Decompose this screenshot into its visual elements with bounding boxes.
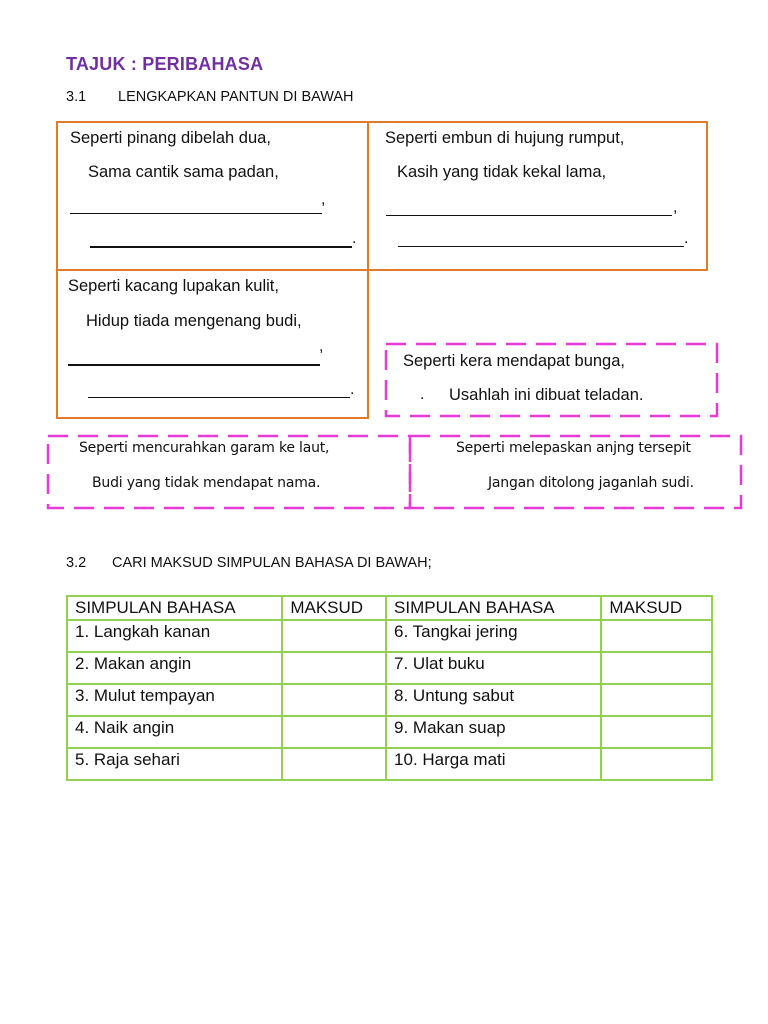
pantun-3-period: . bbox=[350, 381, 355, 398]
section-number: 3.2 bbox=[66, 555, 87, 571]
header-maksud: MAKSUD bbox=[601, 596, 712, 620]
maksud-answer-cell[interactable] bbox=[282, 748, 386, 780]
section-label: LENGKAPKAN PANTUN DI BAWAH bbox=[118, 89, 354, 105]
section-number: 3.1 bbox=[66, 89, 87, 105]
maksud-answer-cell[interactable] bbox=[601, 748, 712, 780]
table-row bbox=[67, 684, 712, 716]
table-cell: 6. Tangkai jering bbox=[386, 620, 601, 652]
pantun-3-line-2: Hidup tiada mengenang budi, bbox=[86, 312, 302, 330]
pantun-2-comma: , bbox=[673, 199, 678, 216]
table-cell: 1. Langkah kanan bbox=[67, 620, 282, 652]
maksud-answer-cell[interactable] bbox=[282, 716, 386, 748]
table-row bbox=[67, 748, 712, 780]
table-cell: 5. Raja sehari bbox=[67, 748, 282, 780]
table-cell: 4. Naik angin bbox=[67, 716, 282, 748]
maksud-answer-cell[interactable] bbox=[282, 684, 386, 716]
pantun-3-line-1: Seperti kacang lupakan kulit, bbox=[68, 277, 279, 295]
maksud-answer-cell[interactable] bbox=[601, 684, 712, 716]
table-row bbox=[67, 620, 712, 652]
maksud-answer-cell[interactable] bbox=[601, 716, 712, 748]
table-header-row bbox=[67, 596, 712, 620]
header-simpulan-bahasa: SIMPULAN BAHASA bbox=[67, 596, 282, 620]
section-3-2-heading bbox=[66, 555, 432, 571]
option-3-line-2: Jangan ditolong jaganlah sudi. bbox=[488, 475, 694, 491]
pantun-2-line-1: Seperti embun di hujung rumput, bbox=[385, 129, 625, 147]
page-title: TAJUK : PERIBAHASA bbox=[66, 54, 264, 74]
maksud-answer-cell[interactable] bbox=[282, 652, 386, 684]
header-maksud: MAKSUD bbox=[282, 596, 386, 620]
table-row bbox=[67, 716, 712, 748]
pantun-3-comma: , bbox=[319, 338, 324, 355]
table-cell: 3. Mulut tempayan bbox=[67, 684, 282, 716]
table-cell: 7. Ulat buku bbox=[386, 652, 601, 684]
option-1-dot: . bbox=[420, 386, 425, 403]
option-2-line-2: Budi yang tidak mendapat nama. bbox=[92, 475, 321, 491]
table-cell: 10. Harga mati bbox=[386, 748, 601, 780]
pantun-1-line-1: Seperti pinang dibelah dua, bbox=[70, 129, 271, 147]
option-2-line-1: Seperti mencurahkan garam ke laut, bbox=[79, 440, 330, 456]
pantun-2-period: . bbox=[684, 230, 689, 247]
pantun-1-comma: , bbox=[321, 191, 326, 208]
option-1-line-1: Seperti kera mendapat bunga, bbox=[403, 352, 625, 370]
pantun-1-line-2: Sama cantik sama padan, bbox=[88, 163, 279, 181]
header-simpulan-bahasa: SIMPULAN BAHASA bbox=[386, 596, 601, 620]
maksud-answer-cell[interactable] bbox=[601, 652, 712, 684]
maksud-answer-cell[interactable] bbox=[282, 620, 386, 652]
table-cell: 9. Makan suap bbox=[386, 716, 601, 748]
pantun-2-line-2: Kasih yang tidak kekal lama, bbox=[397, 163, 607, 181]
option-1-line-2: Usahlah ini dibuat teladan. bbox=[449, 386, 644, 404]
table-cell: 8. Untung sabut bbox=[386, 684, 601, 716]
option-3-line-1: Seperti melepaskan anjng tersepit bbox=[456, 440, 691, 456]
pantun-1-period: . bbox=[352, 230, 357, 247]
simpulan-bahasa-table bbox=[66, 595, 713, 781]
table-row bbox=[67, 652, 712, 684]
table-cell: 2. Makan angin bbox=[67, 652, 282, 684]
maksud-answer-cell[interactable] bbox=[601, 620, 712, 652]
section-label: CARI MAKSUD SIMPULAN BAHASA DI BAWAH; bbox=[112, 555, 432, 571]
